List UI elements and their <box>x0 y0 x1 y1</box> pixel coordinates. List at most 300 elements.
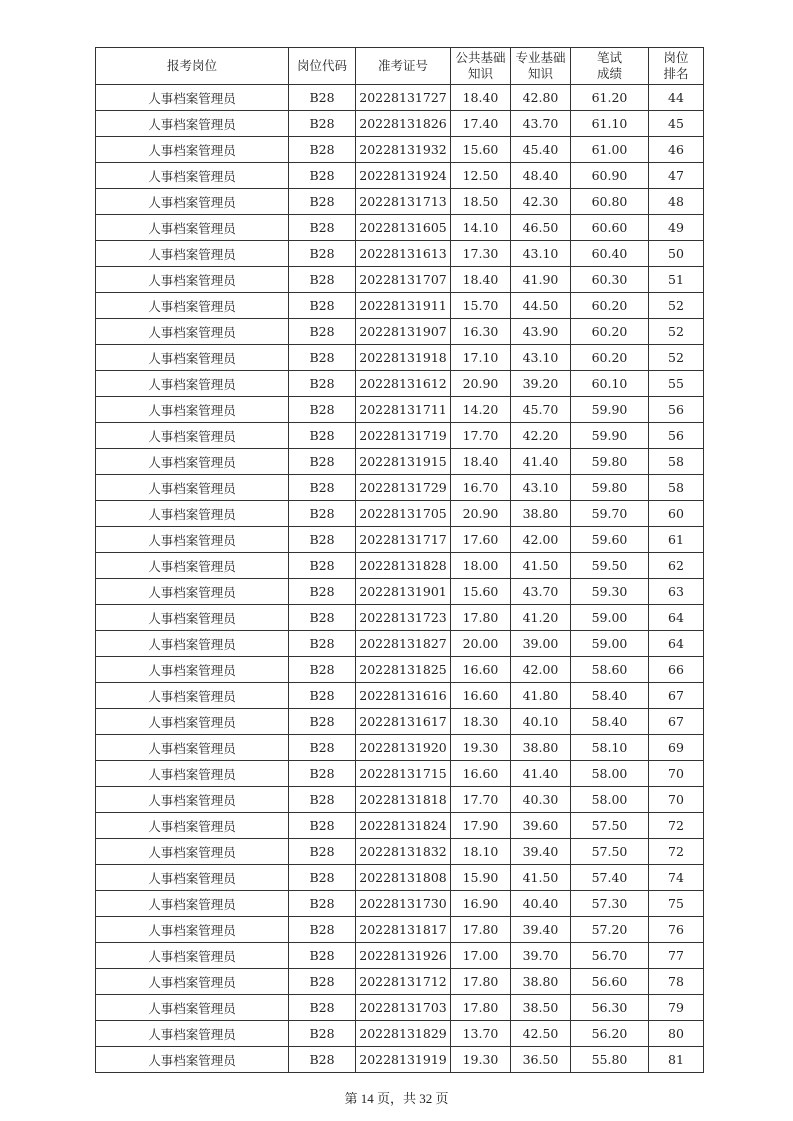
header-position-code: 岗位代码 <box>289 48 356 85</box>
header-position: 报考岗位 <box>96 48 289 85</box>
table-row <box>96 761 704 787</box>
cell-rank: 80 <box>649 1021 704 1047</box>
cell-position: 人事档案管理员 <box>96 813 289 839</box>
cell-written-score: 59.30 <box>571 579 649 605</box>
cell-rank: 48 <box>649 189 704 215</box>
cell-public-knowledge: 20.00 <box>451 631 511 657</box>
cell-written-score: 58.60 <box>571 657 649 683</box>
cell-position: 人事档案管理员 <box>96 267 289 293</box>
cell-position: 人事档案管理员 <box>96 839 289 865</box>
cell-public-knowledge: 17.40 <box>451 111 511 137</box>
cell-position: 人事档案管理员 <box>96 735 289 761</box>
cell-position-code: B28 <box>289 1021 356 1047</box>
table-row <box>96 839 704 865</box>
cell-professional-knowledge: 41.90 <box>511 267 571 293</box>
table-row <box>96 865 704 891</box>
cell-position: 人事档案管理员 <box>96 397 289 423</box>
cell-written-score: 60.60 <box>571 215 649 241</box>
table-row <box>96 813 704 839</box>
header-rank: 岗位 排名 <box>649 48 704 85</box>
cell-public-knowledge: 17.80 <box>451 969 511 995</box>
cell-position: 人事档案管理员 <box>96 865 289 891</box>
cell-professional-knowledge: 38.80 <box>511 501 571 527</box>
cell-rank: 58 <box>649 475 704 501</box>
cell-position-code: B28 <box>289 189 356 215</box>
cell-exam-number: 20228131717 <box>356 527 451 553</box>
cell-position-code: B28 <box>289 111 356 137</box>
cell-exam-number: 20228131705 <box>356 501 451 527</box>
cell-public-knowledge: 18.30 <box>451 709 511 735</box>
cell-exam-number: 20228131907 <box>356 319 451 345</box>
table-row <box>96 891 704 917</box>
cell-professional-knowledge: 42.20 <box>511 423 571 449</box>
cell-rank: 58 <box>649 449 704 475</box>
header-public-knowledge: 公共基础 知识 <box>451 48 511 85</box>
cell-rank: 72 <box>649 839 704 865</box>
cell-rank: 70 <box>649 761 704 787</box>
cell-public-knowledge: 15.60 <box>451 137 511 163</box>
cell-exam-number: 20228131829 <box>356 1021 451 1047</box>
cell-rank: 50 <box>649 241 704 267</box>
header-professional-knowledge: 专业基础 知识 <box>511 48 571 85</box>
cell-position-code: B28 <box>289 605 356 631</box>
cell-professional-knowledge: 39.40 <box>511 917 571 943</box>
cell-position-code: B28 <box>289 709 356 735</box>
cell-rank: 67 <box>649 709 704 735</box>
cell-professional-knowledge: 48.40 <box>511 163 571 189</box>
cell-position-code: B28 <box>289 917 356 943</box>
cell-professional-knowledge: 42.00 <box>511 657 571 683</box>
header-exam-number: 准考证号 <box>356 48 451 85</box>
cell-position: 人事档案管理员 <box>96 449 289 475</box>
cell-professional-knowledge: 40.10 <box>511 709 571 735</box>
cell-exam-number: 20228131832 <box>356 839 451 865</box>
cell-public-knowledge: 15.60 <box>451 579 511 605</box>
cell-written-score: 59.90 <box>571 397 649 423</box>
cell-written-score: 57.40 <box>571 865 649 891</box>
cell-position: 人事档案管理员 <box>96 215 289 241</box>
cell-exam-number: 20228131711 <box>356 397 451 423</box>
cell-public-knowledge: 17.90 <box>451 813 511 839</box>
cell-professional-knowledge: 41.80 <box>511 683 571 709</box>
cell-exam-number: 20228131825 <box>356 657 451 683</box>
cell-exam-number: 20228131828 <box>356 553 451 579</box>
cell-position-code: B28 <box>289 553 356 579</box>
cell-written-score: 55.80 <box>571 1047 649 1073</box>
cell-rank: 61 <box>649 527 704 553</box>
cell-position-code: B28 <box>289 345 356 371</box>
cell-exam-number: 20228131612 <box>356 371 451 397</box>
cell-professional-knowledge: 39.20 <box>511 371 571 397</box>
cell-public-knowledge: 14.10 <box>451 215 511 241</box>
cell-position: 人事档案管理员 <box>96 969 289 995</box>
cell-public-knowledge: 17.70 <box>451 787 511 813</box>
cell-public-knowledge: 16.60 <box>451 761 511 787</box>
table-row <box>96 501 704 527</box>
cell-exam-number: 20228131817 <box>356 917 451 943</box>
cell-public-knowledge: 12.50 <box>451 163 511 189</box>
cell-professional-knowledge: 42.30 <box>511 189 571 215</box>
cell-exam-number: 20228131617 <box>356 709 451 735</box>
cell-public-knowledge: 19.30 <box>451 735 511 761</box>
cell-written-score: 59.80 <box>571 449 649 475</box>
cell-position: 人事档案管理员 <box>96 1047 289 1073</box>
cell-exam-number: 20228131932 <box>356 137 451 163</box>
table-row <box>96 423 704 449</box>
cell-written-score: 58.00 <box>571 787 649 813</box>
cell-exam-number: 20228131727 <box>356 85 451 111</box>
cell-professional-knowledge: 43.70 <box>511 579 571 605</box>
cell-professional-knowledge: 38.80 <box>511 735 571 761</box>
cell-written-score: 61.20 <box>571 85 649 111</box>
table-row <box>96 735 704 761</box>
cell-position-code: B28 <box>289 137 356 163</box>
cell-position: 人事档案管理员 <box>96 917 289 943</box>
cell-rank: 79 <box>649 995 704 1021</box>
cell-position-code: B28 <box>289 423 356 449</box>
cell-exam-number: 20228131915 <box>356 449 451 475</box>
cell-written-score: 60.80 <box>571 189 649 215</box>
cell-exam-number: 20228131730 <box>356 891 451 917</box>
table-body <box>96 85 704 1073</box>
cell-written-score: 59.50 <box>571 553 649 579</box>
cell-exam-number: 20228131926 <box>356 943 451 969</box>
cell-public-knowledge: 15.70 <box>451 293 511 319</box>
cell-professional-knowledge: 40.40 <box>511 891 571 917</box>
cell-written-score: 58.40 <box>571 709 649 735</box>
cell-written-score: 56.60 <box>571 969 649 995</box>
cell-position: 人事档案管理员 <box>96 501 289 527</box>
cell-position: 人事档案管理员 <box>96 345 289 371</box>
cell-public-knowledge: 16.70 <box>451 475 511 501</box>
cell-exam-number: 20228131616 <box>356 683 451 709</box>
cell-position: 人事档案管理员 <box>96 371 289 397</box>
cell-position: 人事档案管理员 <box>96 319 289 345</box>
cell-professional-knowledge: 45.40 <box>511 137 571 163</box>
cell-position: 人事档案管理员 <box>96 527 289 553</box>
cell-exam-number: 20228131918 <box>356 345 451 371</box>
cell-position: 人事档案管理员 <box>96 761 289 787</box>
cell-position-code: B28 <box>289 1047 356 1073</box>
cell-position: 人事档案管理员 <box>96 189 289 215</box>
cell-rank: 55 <box>649 371 704 397</box>
cell-public-knowledge: 18.50 <box>451 189 511 215</box>
table-row <box>96 683 704 709</box>
page-number: 第 14 页，共 32 页 <box>344 1091 449 1106</box>
cell-public-knowledge: 20.90 <box>451 501 511 527</box>
cell-professional-knowledge: 41.40 <box>511 761 571 787</box>
cell-position-code: B28 <box>289 293 356 319</box>
cell-position-code: B28 <box>289 319 356 345</box>
cell-exam-number: 20228131901 <box>356 579 451 605</box>
cell-position-code: B28 <box>289 85 356 111</box>
cell-position-code: B28 <box>289 527 356 553</box>
table-row <box>96 631 704 657</box>
cell-public-knowledge: 18.00 <box>451 553 511 579</box>
cell-written-score: 59.80 <box>571 475 649 501</box>
cell-rank: 76 <box>649 917 704 943</box>
cell-public-knowledge: 17.80 <box>451 917 511 943</box>
cell-public-knowledge: 20.90 <box>451 371 511 397</box>
cell-professional-knowledge: 38.50 <box>511 995 571 1021</box>
score-table <box>95 47 704 1073</box>
cell-position: 人事档案管理员 <box>96 709 289 735</box>
cell-position-code: B28 <box>289 267 356 293</box>
cell-public-knowledge: 19.30 <box>451 1047 511 1073</box>
cell-position-code: B28 <box>289 163 356 189</box>
cell-public-knowledge: 17.80 <box>451 605 511 631</box>
cell-position-code: B28 <box>289 865 356 891</box>
cell-public-knowledge: 13.70 <box>451 1021 511 1047</box>
cell-position: 人事档案管理员 <box>96 293 289 319</box>
cell-position: 人事档案管理员 <box>96 423 289 449</box>
table-row <box>96 111 704 137</box>
cell-written-score: 60.30 <box>571 267 649 293</box>
cell-position: 人事档案管理员 <box>96 605 289 631</box>
cell-position-code: B28 <box>289 397 356 423</box>
cell-public-knowledge: 16.60 <box>451 657 511 683</box>
cell-position-code: B28 <box>289 787 356 813</box>
cell-rank: 77 <box>649 943 704 969</box>
cell-professional-knowledge: 42.50 <box>511 1021 571 1047</box>
cell-written-score: 57.30 <box>571 891 649 917</box>
cell-rank: 44 <box>649 85 704 111</box>
cell-position-code: B28 <box>289 761 356 787</box>
cell-written-score: 60.10 <box>571 371 649 397</box>
cell-professional-knowledge: 40.30 <box>511 787 571 813</box>
cell-position-code: B28 <box>289 579 356 605</box>
cell-rank: 60 <box>649 501 704 527</box>
cell-written-score: 59.00 <box>571 605 649 631</box>
cell-rank: 51 <box>649 267 704 293</box>
cell-position-code: B28 <box>289 631 356 657</box>
table-header-row <box>96 48 704 85</box>
cell-position: 人事档案管理员 <box>96 475 289 501</box>
cell-position: 人事档案管理员 <box>96 1021 289 1047</box>
cell-position: 人事档案管理员 <box>96 787 289 813</box>
cell-rank: 64 <box>649 605 704 631</box>
cell-written-score: 61.00 <box>571 137 649 163</box>
cell-position-code: B28 <box>289 501 356 527</box>
cell-position: 人事档案管理员 <box>96 85 289 111</box>
cell-rank: 69 <box>649 735 704 761</box>
cell-public-knowledge: 18.40 <box>451 85 511 111</box>
cell-written-score: 61.10 <box>571 111 649 137</box>
cell-written-score: 57.50 <box>571 813 649 839</box>
cell-position-code: B28 <box>289 371 356 397</box>
cell-exam-number: 20228131827 <box>356 631 451 657</box>
table-row <box>96 475 704 501</box>
table-row <box>96 85 704 111</box>
cell-position: 人事档案管理员 <box>96 553 289 579</box>
cell-exam-number: 20228131605 <box>356 215 451 241</box>
table-row <box>96 787 704 813</box>
cell-written-score: 56.20 <box>571 1021 649 1047</box>
cell-rank: 63 <box>649 579 704 605</box>
cell-public-knowledge: 18.40 <box>451 267 511 293</box>
cell-rank: 52 <box>649 345 704 371</box>
cell-exam-number: 20228131707 <box>356 267 451 293</box>
cell-public-knowledge: 17.10 <box>451 345 511 371</box>
table-row <box>96 1021 704 1047</box>
table-row <box>96 241 704 267</box>
cell-professional-knowledge: 39.00 <box>511 631 571 657</box>
cell-exam-number: 20228131818 <box>356 787 451 813</box>
cell-position-code: B28 <box>289 475 356 501</box>
cell-exam-number: 20228131924 <box>356 163 451 189</box>
cell-rank: 75 <box>649 891 704 917</box>
cell-professional-knowledge: 39.60 <box>511 813 571 839</box>
table-row <box>96 657 704 683</box>
cell-rank: 46 <box>649 137 704 163</box>
cell-rank: 52 <box>649 319 704 345</box>
cell-professional-knowledge: 41.20 <box>511 605 571 631</box>
cell-rank: 64 <box>649 631 704 657</box>
cell-written-score: 59.60 <box>571 527 649 553</box>
cell-exam-number: 20228131613 <box>356 241 451 267</box>
table-row <box>96 267 704 293</box>
table-row <box>96 293 704 319</box>
cell-written-score: 56.30 <box>571 995 649 1021</box>
cell-written-score: 60.20 <box>571 293 649 319</box>
cell-rank: 72 <box>649 813 704 839</box>
cell-written-score: 58.10 <box>571 735 649 761</box>
cell-written-score: 60.20 <box>571 345 649 371</box>
cell-rank: 52 <box>649 293 704 319</box>
header-written-score: 笔试 成绩 <box>571 48 649 85</box>
cell-public-knowledge: 18.40 <box>451 449 511 475</box>
cell-professional-knowledge: 45.70 <box>511 397 571 423</box>
cell-exam-number: 20228131920 <box>356 735 451 761</box>
cell-position: 人事档案管理员 <box>96 995 289 1021</box>
cell-rank: 78 <box>649 969 704 995</box>
cell-rank: 45 <box>649 111 704 137</box>
cell-position-code: B28 <box>289 969 356 995</box>
cell-rank: 56 <box>649 397 704 423</box>
cell-professional-knowledge: 39.40 <box>511 839 571 865</box>
cell-position-code: B28 <box>289 943 356 969</box>
cell-position-code: B28 <box>289 449 356 475</box>
cell-written-score: 57.50 <box>571 839 649 865</box>
cell-rank: 49 <box>649 215 704 241</box>
cell-professional-knowledge: 43.10 <box>511 241 571 267</box>
cell-position: 人事档案管理员 <box>96 111 289 137</box>
cell-exam-number: 20228131715 <box>356 761 451 787</box>
cell-position: 人事档案管理员 <box>96 657 289 683</box>
table-row <box>96 579 704 605</box>
cell-public-knowledge: 17.30 <box>451 241 511 267</box>
table-row <box>96 189 704 215</box>
cell-position-code: B28 <box>289 657 356 683</box>
table-row <box>96 605 704 631</box>
cell-exam-number: 20228131919 <box>356 1047 451 1073</box>
cell-position-code: B28 <box>289 813 356 839</box>
cell-position: 人事档案管理员 <box>96 683 289 709</box>
cell-written-score: 60.40 <box>571 241 649 267</box>
table-row <box>96 449 704 475</box>
cell-exam-number: 20228131824 <box>356 813 451 839</box>
cell-rank: 47 <box>649 163 704 189</box>
cell-professional-knowledge: 43.10 <box>511 475 571 501</box>
cell-professional-knowledge: 43.70 <box>511 111 571 137</box>
cell-public-knowledge: 15.90 <box>451 865 511 891</box>
table-row <box>96 371 704 397</box>
cell-position-code: B28 <box>289 995 356 1021</box>
cell-public-knowledge: 14.20 <box>451 397 511 423</box>
cell-written-score: 59.90 <box>571 423 649 449</box>
table-row <box>96 709 704 735</box>
cell-position-code: B28 <box>289 891 356 917</box>
table-row <box>96 397 704 423</box>
cell-written-score: 58.40 <box>571 683 649 709</box>
cell-rank: 81 <box>649 1047 704 1073</box>
table-row <box>96 215 704 241</box>
cell-exam-number: 20228131713 <box>356 189 451 215</box>
table-row <box>96 319 704 345</box>
cell-public-knowledge: 16.30 <box>451 319 511 345</box>
cell-professional-knowledge: 42.00 <box>511 527 571 553</box>
cell-public-knowledge: 17.70 <box>451 423 511 449</box>
cell-position-code: B28 <box>289 241 356 267</box>
cell-professional-knowledge: 46.50 <box>511 215 571 241</box>
cell-position: 人事档案管理员 <box>96 579 289 605</box>
cell-exam-number: 20228131808 <box>356 865 451 891</box>
cell-exam-number: 20228131729 <box>356 475 451 501</box>
cell-written-score: 59.70 <box>571 501 649 527</box>
cell-rank: 66 <box>649 657 704 683</box>
cell-position: 人事档案管理员 <box>96 163 289 189</box>
cell-exam-number: 20228131703 <box>356 995 451 1021</box>
cell-written-score: 56.70 <box>571 943 649 969</box>
cell-professional-knowledge: 41.40 <box>511 449 571 475</box>
cell-position: 人事档案管理员 <box>96 137 289 163</box>
cell-professional-knowledge: 38.80 <box>511 969 571 995</box>
cell-written-score: 60.20 <box>571 319 649 345</box>
cell-public-knowledge: 16.90 <box>451 891 511 917</box>
cell-rank: 62 <box>649 553 704 579</box>
cell-exam-number: 20228131719 <box>356 423 451 449</box>
cell-professional-knowledge: 36.50 <box>511 1047 571 1073</box>
cell-written-score: 60.90 <box>571 163 649 189</box>
cell-public-knowledge: 17.60 <box>451 527 511 553</box>
cell-position: 人事档案管理员 <box>96 943 289 969</box>
cell-position-code: B28 <box>289 839 356 865</box>
cell-position-code: B28 <box>289 683 356 709</box>
cell-exam-number: 20228131712 <box>356 969 451 995</box>
table-row <box>96 527 704 553</box>
table-row <box>96 1047 704 1073</box>
cell-written-score: 58.00 <box>571 761 649 787</box>
cell-public-knowledge: 17.00 <box>451 943 511 969</box>
cell-written-score: 59.00 <box>571 631 649 657</box>
cell-exam-number: 20228131826 <box>356 111 451 137</box>
table-row <box>96 163 704 189</box>
cell-public-knowledge: 16.60 <box>451 683 511 709</box>
cell-public-knowledge: 17.80 <box>451 995 511 1021</box>
cell-rank: 56 <box>649 423 704 449</box>
cell-position: 人事档案管理员 <box>96 891 289 917</box>
cell-professional-knowledge: 43.10 <box>511 345 571 371</box>
table-row <box>96 345 704 371</box>
cell-rank: 67 <box>649 683 704 709</box>
cell-position: 人事档案管理员 <box>96 241 289 267</box>
cell-rank: 70 <box>649 787 704 813</box>
cell-position: 人事档案管理员 <box>96 631 289 657</box>
cell-exam-number: 20228131911 <box>356 293 451 319</box>
table-row <box>96 137 704 163</box>
cell-professional-knowledge: 42.80 <box>511 85 571 111</box>
cell-rank: 74 <box>649 865 704 891</box>
